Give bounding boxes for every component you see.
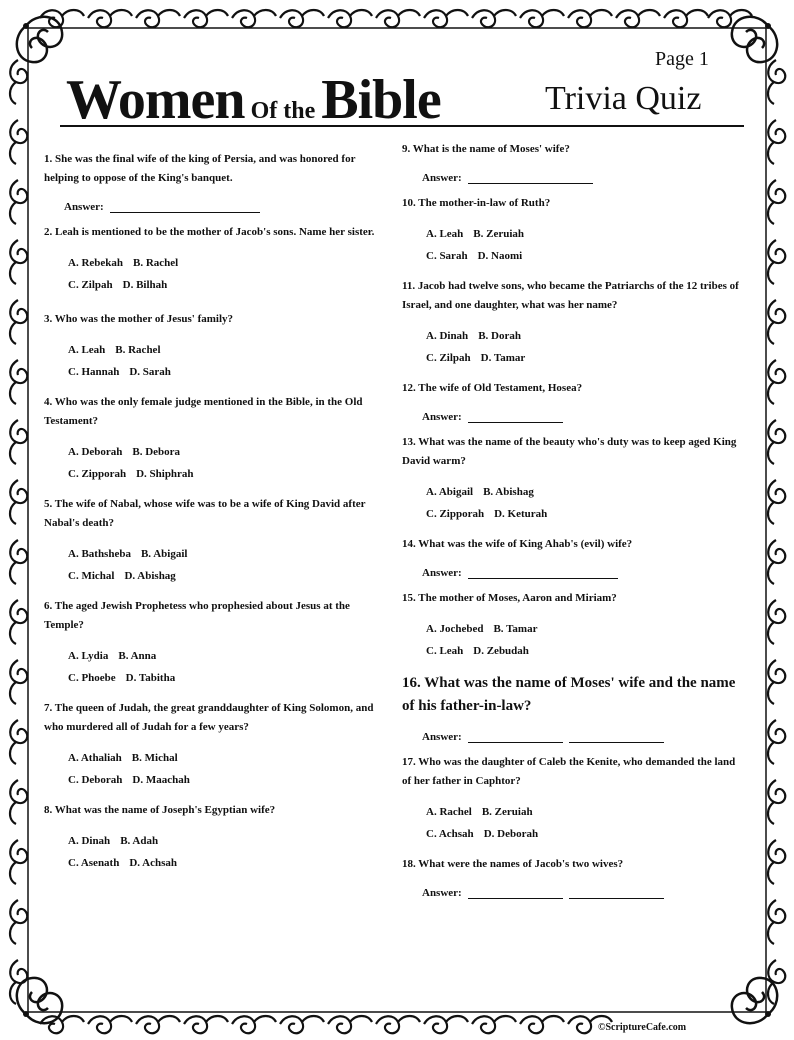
option-b[interactable]: B. Tamar: [493, 623, 538, 635]
option-b[interactable]: B. Abigail: [140, 548, 188, 560]
option-d[interactable]: D. Sarah: [129, 366, 171, 378]
question-8: [44, 801, 379, 874]
answer-line[interactable]: [422, 171, 747, 184]
question-text: 14. What was the wife of King Ahab's (evil) wife?: [402, 538, 633, 550]
answer-label: Answer:: [422, 411, 462, 423]
option-c[interactable]: C. Asenath: [68, 857, 120, 869]
title-bible: Bible: [321, 69, 441, 131]
question-3: [44, 310, 379, 383]
option-b[interactable]: B. Zeruiah: [473, 228, 525, 240]
answer-blank-1[interactable]: [468, 886, 563, 899]
title-divider: [60, 125, 744, 127]
option-a[interactable]: A. Leah: [426, 228, 464, 240]
question-1: [44, 150, 379, 213]
option-a[interactable]: A. Leah: [68, 344, 106, 356]
question-text: 1. She was the final wife of the king of Persia, and was honored for helping to oppose of the King's banquet.: [44, 153, 356, 184]
answer-label: Answer:: [422, 567, 462, 579]
option-c[interactable]: C. Deborah: [68, 774, 123, 786]
title-of-the: Of the: [250, 98, 316, 124]
question-6: [44, 597, 379, 689]
option-b[interactable]: B. Anna: [118, 650, 157, 662]
option-c[interactable]: C. Sarah: [426, 250, 468, 262]
question-15: [402, 589, 747, 662]
option-d[interactable]: D. Deborah: [483, 828, 539, 840]
question-text: 3. Who was the mother of Jesus' family?: [44, 313, 234, 325]
option-b[interactable]: B. Rachel: [115, 344, 161, 356]
answer-label: Answer:: [64, 201, 104, 213]
copyright-footer: ©ScriptureCafe.com: [598, 1022, 687, 1033]
question-7: [44, 699, 379, 791]
option-d[interactable]: D. Zebudah: [473, 645, 529, 657]
answer-options: [68, 441, 379, 485]
option-a[interactable]: A. Lydia: [68, 650, 109, 662]
option-d[interactable]: D. Naomi: [477, 250, 523, 262]
answer-options: [426, 801, 747, 845]
option-c[interactable]: C. Hannah: [68, 366, 120, 378]
answer-label: Answer:: [422, 172, 462, 184]
question-9: [402, 140, 747, 184]
answer-line[interactable]: [422, 886, 747, 899]
answer-options: [426, 618, 747, 662]
option-b[interactable]: B. Adah: [120, 835, 159, 847]
answer-blank[interactable]: [468, 410, 563, 423]
answer-line[interactable]: [422, 730, 747, 743]
left-column: [44, 150, 379, 884]
option-a[interactable]: A. Abigail: [426, 486, 474, 498]
option-d[interactable]: D. Achsah: [129, 857, 178, 869]
option-d[interactable]: D. Bilhah: [122, 279, 168, 291]
question-text: 7. The queen of Judah, the great granddaughter of King Solomon, and who murdered all of Judah for a few years?: [44, 702, 374, 733]
option-a[interactable]: A. Dinah: [68, 835, 111, 847]
answer-options: [68, 747, 379, 791]
question-5: [44, 495, 379, 587]
answer-options: [68, 830, 379, 874]
option-b[interactable]: B. Rachel: [133, 257, 179, 269]
answer-options: [68, 339, 379, 383]
answer-blank[interactable]: [468, 171, 593, 184]
question-text: 17. Who was the daughter of Caleb the Kenite, who demanded the land of her father in Caphtor?: [402, 756, 736, 787]
question-18: [402, 855, 747, 899]
option-d[interactable]: D. Tabitha: [125, 672, 176, 684]
option-c[interactable]: C. Zipporah: [68, 468, 127, 480]
option-a[interactable]: A. Deborah: [68, 446, 123, 458]
answer-options: [68, 645, 379, 689]
option-b[interactable]: B. Abishag: [483, 486, 534, 498]
option-d[interactable]: D. Keturah: [494, 508, 548, 520]
question-text: 18. What were the names of Jacob's two wives?: [402, 858, 624, 870]
page-number: Page 1: [655, 48, 709, 70]
question-text: 10. The mother-in-law of Ruth?: [402, 197, 551, 209]
option-c[interactable]: C. Achsah: [426, 828, 474, 840]
option-b[interactable]: B. Zeruiah: [481, 806, 533, 818]
question-text: 16. What was the name of Moses' wife and the name of his father-in-law?: [402, 675, 736, 714]
question-text: 2. Leah is mentioned to be the mother of Jacob's sons. Name her sister.: [44, 226, 375, 238]
option-c[interactable]: C. Michal: [68, 570, 115, 582]
option-a[interactable]: A. Jochebed: [426, 623, 484, 635]
option-b[interactable]: B. Debora: [132, 446, 181, 458]
question-10: [402, 194, 747, 267]
answer-options: [68, 252, 379, 296]
question-text: 8. What was the name of Joseph's Egyptian wife?: [44, 804, 276, 816]
question-16: [402, 672, 747, 743]
answer-options: [426, 481, 747, 525]
answer-line[interactable]: [64, 200, 379, 213]
answer-blank-2[interactable]: [569, 730, 664, 743]
answer-line[interactable]: [422, 410, 747, 423]
option-d[interactable]: D. Tamar: [480, 352, 526, 364]
question-text: 5. The wife of Nabal, whose wife was to be a wife of King David after Nabal's death?: [44, 498, 366, 529]
answer-line[interactable]: [422, 566, 747, 579]
question-11: [402, 277, 747, 369]
answer-blank[interactable]: [110, 200, 260, 213]
answer-options: [68, 543, 379, 587]
question-2: [44, 223, 379, 296]
answer-blank-1[interactable]: [468, 730, 563, 743]
option-c[interactable]: C. Phoebe: [68, 672, 116, 684]
option-d[interactable]: D. Maachah: [132, 774, 190, 786]
option-d[interactable]: D. Shiphrah: [136, 468, 194, 480]
page-subtitle: Trivia Quiz: [545, 80, 702, 117]
question-12: [402, 379, 747, 423]
title-women: Women: [66, 69, 245, 131]
question-text: 15. The mother of Moses, Aaron and Miriam?: [402, 592, 617, 604]
question-17: [402, 753, 747, 845]
question-13: [402, 433, 747, 525]
answer-options: [426, 325, 747, 369]
answer-label: Answer:: [422, 887, 462, 899]
question-text: 13. What was the name of the beauty who's duty was to keep aged King David warm?: [402, 436, 737, 467]
right-column: [402, 140, 747, 909]
option-c[interactable]: C. Zipporah: [426, 508, 485, 520]
option-a[interactable]: A. Athaliah: [68, 752, 122, 764]
question-4: [44, 393, 379, 485]
answer-blank-2[interactable]: [569, 886, 664, 899]
option-c[interactable]: C. Zilpah: [68, 279, 113, 291]
option-a[interactable]: A. Bathsheba: [68, 548, 131, 560]
option-d[interactable]: D. Abishag: [124, 570, 176, 582]
option-c[interactable]: C. Leah: [426, 645, 464, 657]
question-text: 11. Jacob had twelve sons, who became the Patriarchs of the 12 tribes of Israel, and one daughter, what was her name?: [402, 280, 739, 311]
option-a[interactable]: A. Rebekah: [68, 257, 124, 269]
option-a[interactable]: A. Dinah: [426, 330, 469, 342]
page-title: [66, 68, 441, 132]
option-b[interactable]: B. Michal: [131, 752, 178, 764]
answer-options: [426, 223, 747, 267]
answer-label: Answer:: [422, 731, 462, 743]
question-text: 4. Who was the only female judge mentioned in the Bible, in the Old Testament?: [44, 396, 363, 427]
option-a[interactable]: A. Rachel: [426, 806, 472, 818]
answer-blank[interactable]: [468, 566, 618, 579]
question-14: [402, 535, 747, 579]
question-text: 12. The wife of Old Testament, Hosea?: [402, 382, 583, 394]
question-text: 6. The aged Jewish Prophetess who prophesied about Jesus at the Temple?: [44, 600, 350, 631]
option-b[interactable]: B. Dorah: [478, 330, 521, 342]
option-c[interactable]: C. Zilpah: [426, 352, 471, 364]
question-text: 9. What is the name of Moses' wife?: [402, 143, 570, 155]
